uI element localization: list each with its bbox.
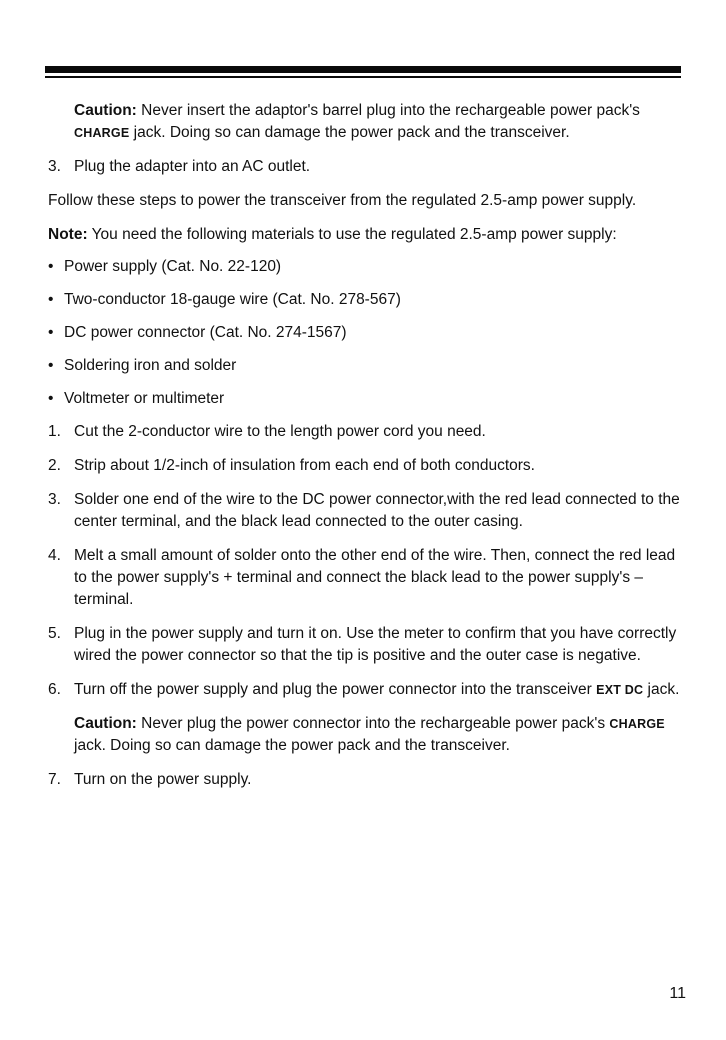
step-text: Melt a small amount of solder onto the other end of the wire. Then, connect the red lead to the power supply's + terminal and connect the black lead to the power supply's – terminal. — [74, 547, 676, 608]
caution-text-a: Never plug the power connector into the rechargeable power pack's — [136, 715, 610, 732]
caution-text-b: jack. Doing so can damage the power pack and the transceiver. — [74, 737, 510, 754]
bullet-icon: • — [48, 258, 54, 275]
step-number: 7. — [48, 771, 61, 788]
list-item — [48, 623, 680, 667]
step6-text-b: jack. — [643, 681, 680, 698]
charge-jack-label: CHARGE — [74, 126, 130, 140]
step-text: Turn on the power supply. — [74, 771, 252, 788]
caution-text-b: jack. Doing so can damage the power pack and the transceiver. — [129, 124, 570, 141]
step-number: 4. — [48, 547, 61, 564]
caution-text-a: Never insert the adaptor's barrel plug into the rechargeable power pack's — [136, 102, 640, 119]
list-item-text: DC power connector (Cat. No. 274-1567) — [64, 324, 347, 341]
header-rule-thick — [45, 66, 681, 73]
bullet-icon: • — [48, 390, 54, 407]
list-item — [48, 679, 680, 701]
step-number: 2. — [48, 457, 61, 474]
charge-jack-label: CHARGE — [609, 717, 665, 731]
bullet-icon: • — [48, 357, 54, 374]
list-item-text: Power supply (Cat. No. 22-120) — [64, 258, 282, 275]
bullet-icon: • — [48, 291, 54, 308]
step-text: Plug in the power supply and turn it on. Use the meter to confirm that you have correctly wired the power connector so that the tip is positive and the outer case is negative. — [74, 625, 677, 664]
list-item — [48, 355, 680, 377]
list-item — [48, 455, 680, 477]
intro-paragraph: Follow these steps to power the transceiver from the regulated 2.5-amp power supply. — [48, 192, 637, 209]
note-text: You need the following materials to use the regulated 2.5-amp power supply: — [87, 226, 617, 243]
step-number: 3. — [48, 491, 61, 508]
page-content — [48, 100, 680, 803]
list-item — [48, 289, 680, 311]
step-text — [74, 679, 680, 701]
list-item — [48, 388, 680, 410]
step-number: 6. — [48, 681, 61, 698]
list-item — [48, 545, 680, 611]
caution-label: Caution: — [74, 715, 137, 732]
step-7 — [48, 769, 680, 791]
note-label: Note: — [48, 226, 88, 243]
list-item-text: Soldering iron and solder — [64, 357, 237, 374]
list-item-text: Voltmeter or multimeter — [64, 390, 225, 407]
step6-text-a: Turn off the power supply and plug the power connector into the transceiver — [74, 681, 597, 698]
ext-dc-jack-label: EXT DC — [596, 683, 644, 697]
step-3-adapter — [48, 156, 680, 178]
list-item — [48, 256, 680, 278]
list-item-text: Two-conductor 18-gauge wire (Cat. No. 278-567) — [64, 291, 401, 308]
step-text: Plug the adapter into an AC outlet. — [74, 158, 311, 175]
materials-list — [48, 256, 680, 410]
step-number: 3. — [48, 158, 61, 175]
step-number: 5. — [48, 625, 61, 642]
bullet-icon: • — [48, 324, 54, 341]
caution-adaptor — [74, 100, 680, 144]
caution-label: Caution: — [74, 102, 137, 119]
list-item — [48, 421, 680, 443]
step-text: Strip about 1/2-inch of insulation from each end of both conductors. — [74, 457, 535, 474]
steps-list — [48, 421, 680, 701]
caution-power-connector — [74, 713, 680, 757]
note-paragraph — [48, 224, 680, 246]
page-number: 11 — [669, 985, 686, 1002]
step-text: Solder one end of the wire to the DC power connector,with the red lead connected to the center terminal, and the black lead connected to the outer casing. — [74, 491, 680, 530]
list-item — [48, 322, 680, 344]
step-number: 1. — [48, 423, 61, 440]
list-item — [48, 489, 680, 533]
header-rule-thin — [45, 76, 681, 78]
step-text: Cut the 2-conductor wire to the length power cord you need. — [74, 423, 486, 440]
